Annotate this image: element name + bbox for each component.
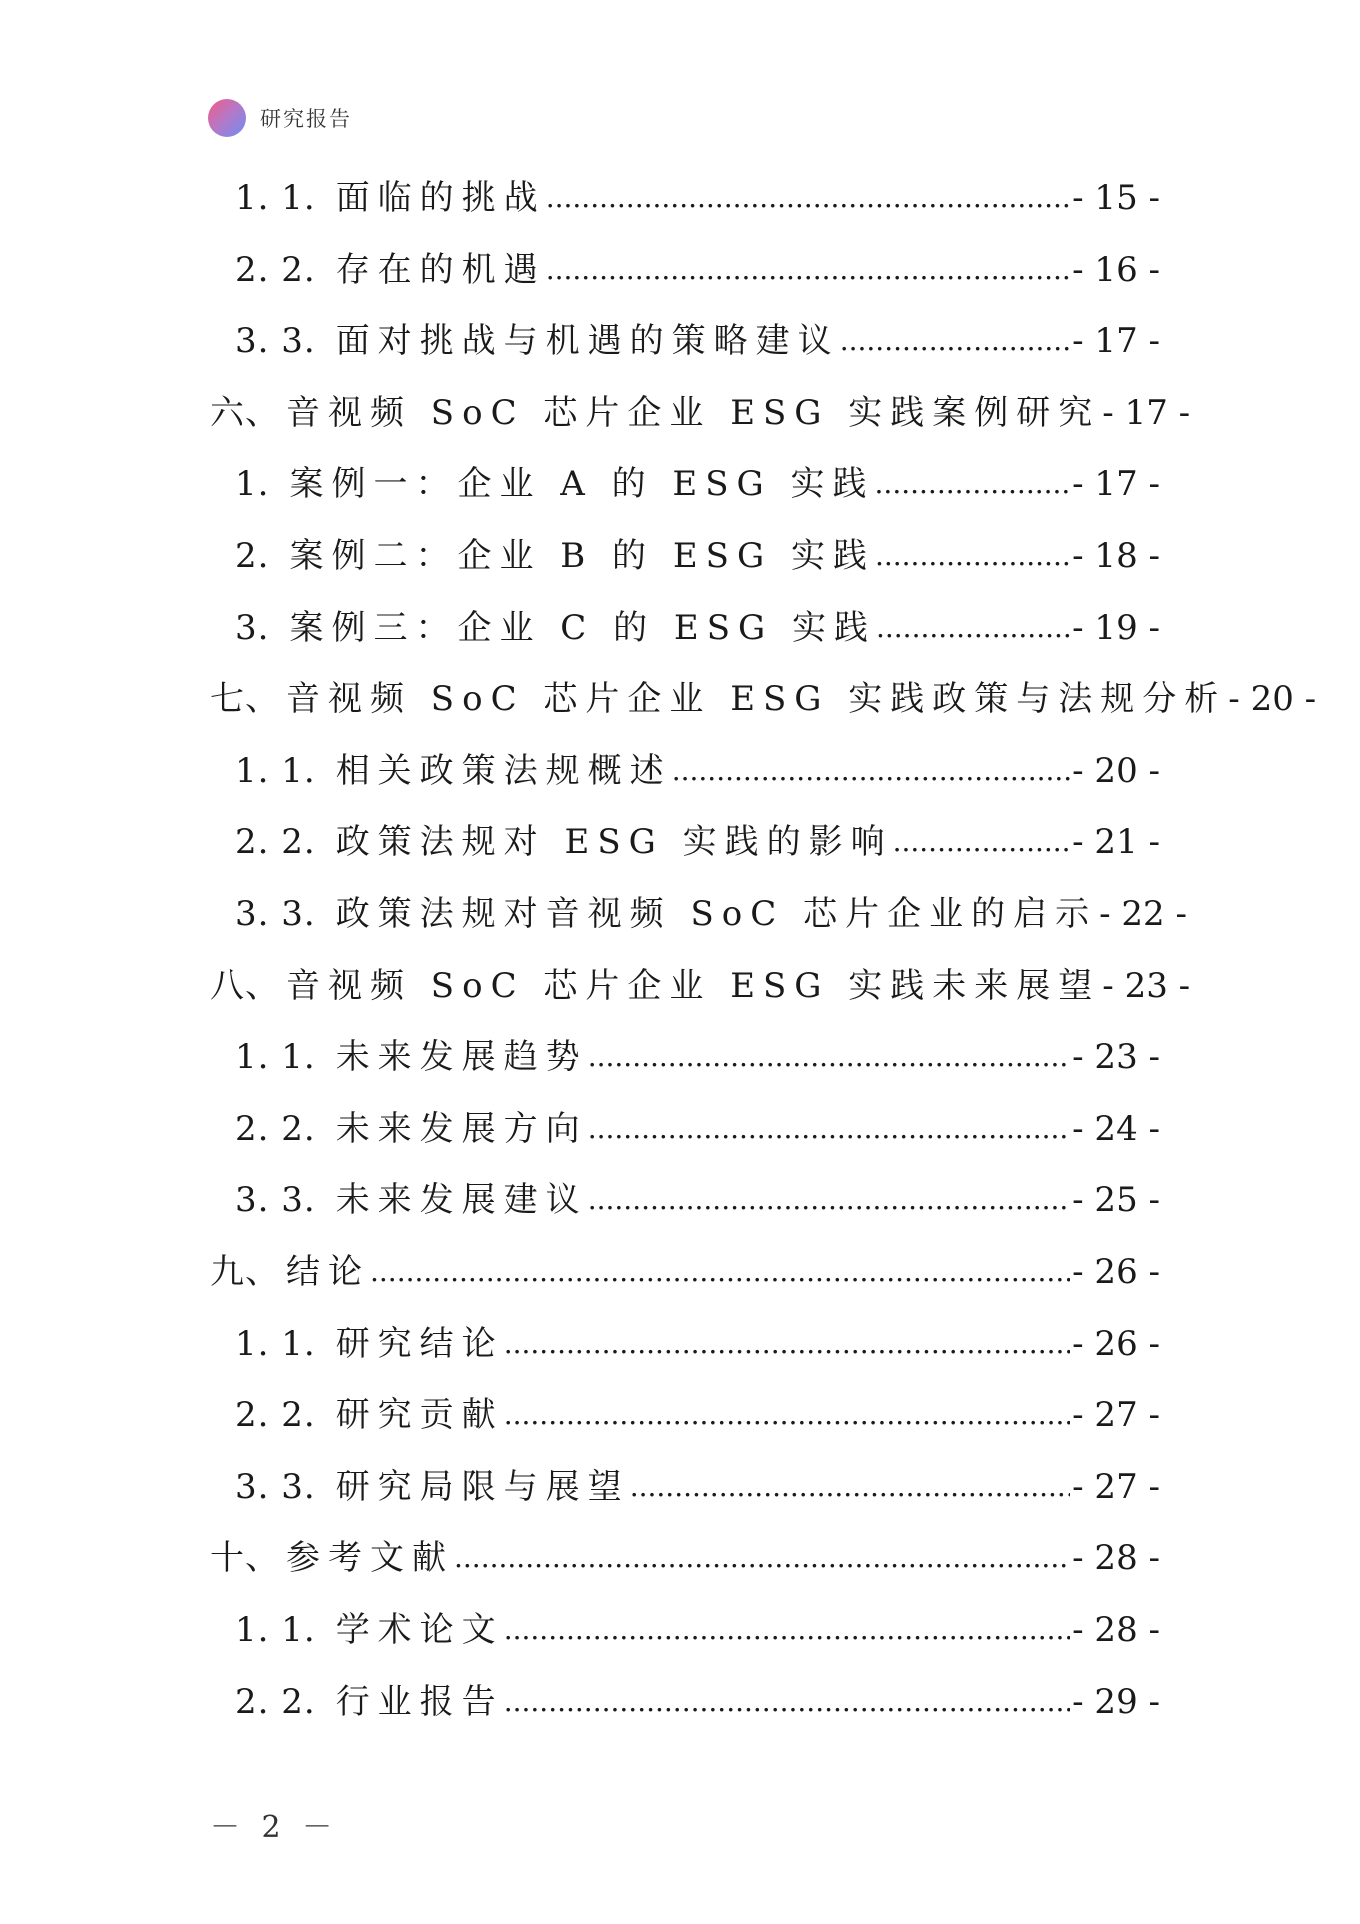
toc-entry-title: 研究局限与展望 <box>335 1466 630 1507</box>
toc-entry-number: 八、 <box>210 965 280 1006</box>
toc-entry-page: - 17 - <box>1072 464 1160 505</box>
toc-entry-number: 2. 2. <box>235 1108 316 1149</box>
toc-entry-title: 研究贡献 <box>335 1395 504 1436</box>
toc-entry[interactable] <box>235 168 1160 228</box>
toc-entry-title: 结论 <box>286 1252 370 1292</box>
toc-entry-page: - 29 - <box>1072 1681 1160 1722</box>
toc-entry[interactable] <box>235 1314 1160 1374</box>
toc-leader-dots <box>504 1314 1070 1374</box>
toc-entry-title: 政策法规对音视频 SoC 芯片企业的启示 <box>335 894 1098 934</box>
toc-entry-page: - 19 - <box>1072 607 1160 648</box>
toc-entry-page: - 28 - <box>1072 1610 1160 1650</box>
toc-entry-number: 3. 3. <box>235 1180 316 1221</box>
toc-entry-page: - 23 - <box>1072 1037 1160 1078</box>
toc-entry-title: 未来发展趋势 <box>335 1037 588 1078</box>
toc-leader-dots <box>588 1170 1070 1230</box>
toc-entry[interactable] <box>210 956 1191 1016</box>
toc-entry-title: 学术论文 <box>335 1610 504 1650</box>
toc-entry-number: 1. 1. <box>235 178 316 218</box>
toc-entry-number: 六、 <box>210 392 280 433</box>
toc-entry[interactable] <box>235 1672 1160 1732</box>
toc-entry-number: 1. 1. <box>235 1610 316 1650</box>
toc-entry-number: 2. 2. <box>235 1681 316 1722</box>
toc-entry[interactable] <box>235 240 1160 300</box>
toc-entry-title: 案例二：企业 B 的 ESG 实践 <box>289 536 875 576</box>
toc-entry-page: - 15 - <box>1072 178 1160 218</box>
toc-entry-title: 音视频 SoC 芯片企业 ESG 实践未来展望 <box>286 965 1101 1006</box>
toc-entry-number: 九、 <box>210 1252 280 1292</box>
toc-leader-dots <box>876 598 1070 658</box>
toc-leader-dots <box>454 1528 1070 1588</box>
toc-leader-dots <box>588 1099 1070 1159</box>
toc-entry[interactable] <box>235 884 1187 944</box>
toc-entry-title: 音视频 SoC 芯片企业 ESG 实践政策与法规分析 <box>286 679 1227 720</box>
page-number: － 2 － <box>210 1810 339 1845</box>
toc-entry[interactable] <box>235 1600 1160 1660</box>
toc-entry-page: - 20 - <box>1228 679 1317 720</box>
toc-entry-title: 未来发展方向 <box>335 1108 588 1149</box>
toc-entry-title: 面对挑战与机遇的策略建议 <box>335 321 840 362</box>
toc-leader-dots <box>840 311 1070 371</box>
toc-leader-dots <box>370 1242 1070 1302</box>
toc-entry[interactable] <box>235 741 1160 801</box>
toc-entry-page: - 24 - <box>1072 1108 1160 1149</box>
toc-entry[interactable] <box>235 1170 1160 1230</box>
toc-entry-page: - 22 - <box>1099 894 1187 934</box>
page-header <box>208 98 352 138</box>
toc-entry-title: 参考文献 <box>286 1538 454 1579</box>
toc-entry-page: - 25 - <box>1072 1180 1160 1221</box>
toc-entry[interactable] <box>235 812 1160 872</box>
toc-entry-title: 面临的挑战 <box>335 178 546 218</box>
toc-entry[interactable] <box>235 454 1160 514</box>
toc-entry-title: 相关政策法规概述 <box>335 750 672 791</box>
toc-entry-page: - 16 - <box>1072 249 1160 290</box>
toc-entry-number: 3. 3. <box>235 894 316 934</box>
toc-entry-number: 1. <box>235 464 270 505</box>
toc-entry-title: 研究结论 <box>335 1323 504 1364</box>
toc-entry-number: 2. 2. <box>235 1395 316 1436</box>
toc-entry-number: 2. 2. <box>235 822 316 863</box>
toc-entry-number: 1. 1. <box>235 1037 316 1078</box>
toc-entry-number: 3. <box>235 607 270 648</box>
toc-entry-number: 七、 <box>210 679 280 720</box>
toc-entry[interactable] <box>235 598 1160 658</box>
report-logo-icon <box>208 99 246 137</box>
header-title: 研究报告 <box>260 107 352 131</box>
toc-entry-title: 案例一：企业 A 的 ESG 实践 <box>289 464 875 505</box>
toc-entry-page: - 27 - <box>1072 1466 1160 1507</box>
toc-entry[interactable] <box>210 1528 1160 1588</box>
toc-entry[interactable] <box>210 383 1191 443</box>
toc-entry-title: 音视频 SoC 芯片企业 ESG 实践案例研究 <box>286 392 1101 433</box>
toc-entry-page: - 18 - <box>1072 536 1160 576</box>
toc-entry-title: 存在的机遇 <box>335 249 546 290</box>
toc-entry[interactable] <box>210 669 1317 729</box>
toc-entry-title: 政策法规对 ESG 实践的影响 <box>335 822 893 863</box>
toc-leader-dots <box>893 812 1071 872</box>
toc-entry-title: 案例三：企业 C 的 ESG 实践 <box>289 607 876 648</box>
toc-entry[interactable] <box>235 1385 1160 1445</box>
toc-entry-number: 2. 2. <box>235 249 316 290</box>
toc-entry-page: - 17 - <box>1102 392 1191 433</box>
toc-leader-dots <box>504 1600 1070 1660</box>
toc-entry[interactable] <box>235 311 1160 371</box>
toc-leader-dots <box>504 1672 1070 1732</box>
toc-entry-page: - 20 - <box>1072 750 1160 791</box>
toc-entry-number: 3. 3. <box>235 321 316 362</box>
toc-leader-dots <box>504 1385 1070 1445</box>
toc-leader-dots <box>875 526 1070 586</box>
toc-entry-number: 1. 1. <box>235 1323 316 1364</box>
toc-entry[interactable] <box>235 1457 1160 1517</box>
toc-leader-dots <box>875 454 1071 514</box>
toc-entry-number: 2. <box>235 536 270 576</box>
toc-leader-dots <box>546 240 1070 300</box>
toc-entry-number: 1. 1. <box>235 750 316 791</box>
toc-entry-title: 行业报告 <box>335 1681 504 1722</box>
toc-entry-page: - 28 - <box>1072 1538 1160 1579</box>
toc-leader-dots <box>546 168 1070 228</box>
toc-leader-dots <box>672 741 1070 801</box>
toc-entry-page: - 26 - <box>1072 1323 1160 1364</box>
toc-entry-page: - 21 - <box>1072 822 1160 863</box>
toc-leader-dots <box>588 1027 1070 1087</box>
toc-entry[interactable] <box>235 526 1160 586</box>
toc-entry-page: - 17 - <box>1072 321 1160 362</box>
toc-entry-page: - 27 - <box>1072 1395 1160 1436</box>
toc-entry-title: 未来发展建议 <box>335 1180 588 1221</box>
toc-entry[interactable] <box>210 1242 1160 1302</box>
toc-entry-number: 3. 3. <box>235 1466 316 1507</box>
toc-entry-page: - 26 - <box>1072 1252 1160 1292</box>
toc-entry-page: - 23 - <box>1102 965 1191 1006</box>
toc-entry[interactable] <box>235 1027 1160 1087</box>
toc-leader-dots <box>630 1457 1070 1517</box>
toc-entry-number: 十、 <box>210 1538 280 1579</box>
toc-entry[interactable] <box>235 1099 1160 1159</box>
